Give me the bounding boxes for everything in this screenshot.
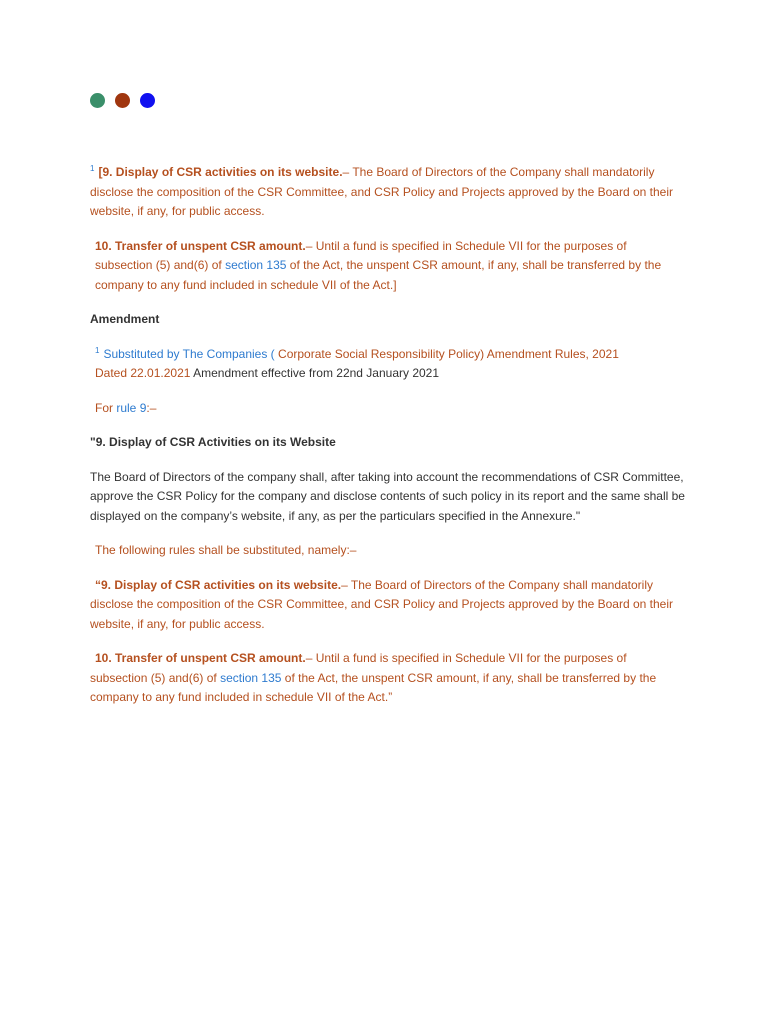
for-rule-line [90, 399, 685, 419]
rule-suffix: :– [146, 400, 157, 415]
rules-suffix: ) Amendment Rules, 2021 [480, 346, 619, 361]
rule-9-heading: 9. Display of CSR activities on its website. [102, 165, 343, 179]
bracket-close: ] [393, 277, 397, 292]
amendment-effective: Amendment effective from 22nd January 2021 [190, 366, 440, 380]
rule-10-text: – Until a fund is specified in Schedule VII for the purposes of subsection (5) and(6) of [95, 238, 627, 272]
old-rule-body: The Board of Directors of the company shall, after taking into account the recommendations of CSR Committee, approve the CSR Policy for the company and disclose contents of such policy in its report and the same shall be displayed on the company’s website, if any, as per the particulars specified in the Annexure." [90, 469, 685, 523]
amendment-title: Amendment [90, 312, 160, 326]
new-rule-10-heading: 10. Transfer of unspent CSR amount. [95, 651, 306, 665]
act-link[interactable]: Act, [322, 258, 344, 272]
document-body [90, 163, 685, 723]
new-rule-9-text: – The Board of Directors of the Company shall mandatorily disclose the composition of the [90, 577, 654, 611]
csr-committee-link[interactable]: CSR Committee, [257, 184, 348, 199]
green-dot-icon [90, 93, 105, 108]
amendment-source [90, 345, 685, 384]
closing-quote: ” [388, 690, 393, 704]
csr-policy-link[interactable]: CSR Policy [374, 184, 435, 199]
new-rule-10-paragraph [90, 649, 685, 708]
old-rule-heading: "9. Display of CSR Activities on its Website [90, 435, 336, 449]
brown-dot-icon [115, 93, 130, 108]
csr-policy-link[interactable]: CSR Policy [374, 597, 435, 611]
substituted-by-text: Substituted by [103, 346, 180, 361]
rule-10-heading: 10. Transfer of unspent CSR amount. [95, 238, 306, 253]
window-dots [90, 93, 155, 108]
act-link[interactable]: Act. [372, 277, 394, 292]
blue-dot-icon [140, 93, 155, 108]
new-rule-9-heading: “9. Display of CSR activities on its website. [95, 577, 342, 592]
new-rule-9-text: and [347, 597, 375, 611]
rule-9-text: and Projects approved by the Board on their website, if any, for public access. [90, 184, 674, 218]
act-link[interactable]: Act, [317, 670, 339, 685]
new-rule-10-text: – Until a fund is specified in Schedule VII for the purposes of subsection (5) and(6) of [90, 651, 627, 685]
rule-10-text: of the [286, 258, 323, 272]
new-rule-10-text: the unspent CSR amount, if any, shall be transferred by the company to any fund included in schedule VII of the [90, 670, 657, 704]
section-135-link[interactable]: section 135 [220, 670, 282, 685]
new-rule-9-paragraph [90, 576, 685, 635]
amendment-date: Dated 22.01.2021 [95, 366, 191, 380]
rule-9-paragraph [90, 163, 685, 222]
footnote-marker: 1 [95, 345, 100, 355]
rule-10-text: the unspent CSR amount, if any, shall be transferred by the company to any fund included in schedule VII of the [95, 258, 662, 292]
act-link[interactable]: Act. [367, 690, 389, 704]
new-rule-9-text: and Projects approved by the Board on their website, if any, for public access. [90, 597, 674, 631]
csr-policy-rules-link[interactable]: Corporate Social Responsibility Policy [278, 346, 481, 361]
rule-9-link[interactable]: rule 9 [116, 400, 147, 415]
rule-9-text: and [347, 184, 375, 199]
footnote-marker[interactable]: 1 [90, 164, 95, 173]
companies-rules-link[interactable]: The Companies ( [182, 346, 275, 361]
substitution-intro: The following rules shall be substituted, namely:– [95, 543, 357, 557]
bracket-open: [ [98, 165, 103, 179]
new-rule-10-text: of the [281, 670, 318, 685]
for-label: For [95, 400, 113, 415]
section-135-link[interactable]: section 135 [225, 258, 287, 272]
rule-10-paragraph [90, 237, 685, 296]
rule-9-text: – The Board of Directors of the Company shall mandatorily disclose the composition of the [90, 165, 655, 199]
csr-committee-link[interactable]: CSR Committee, [257, 597, 348, 611]
